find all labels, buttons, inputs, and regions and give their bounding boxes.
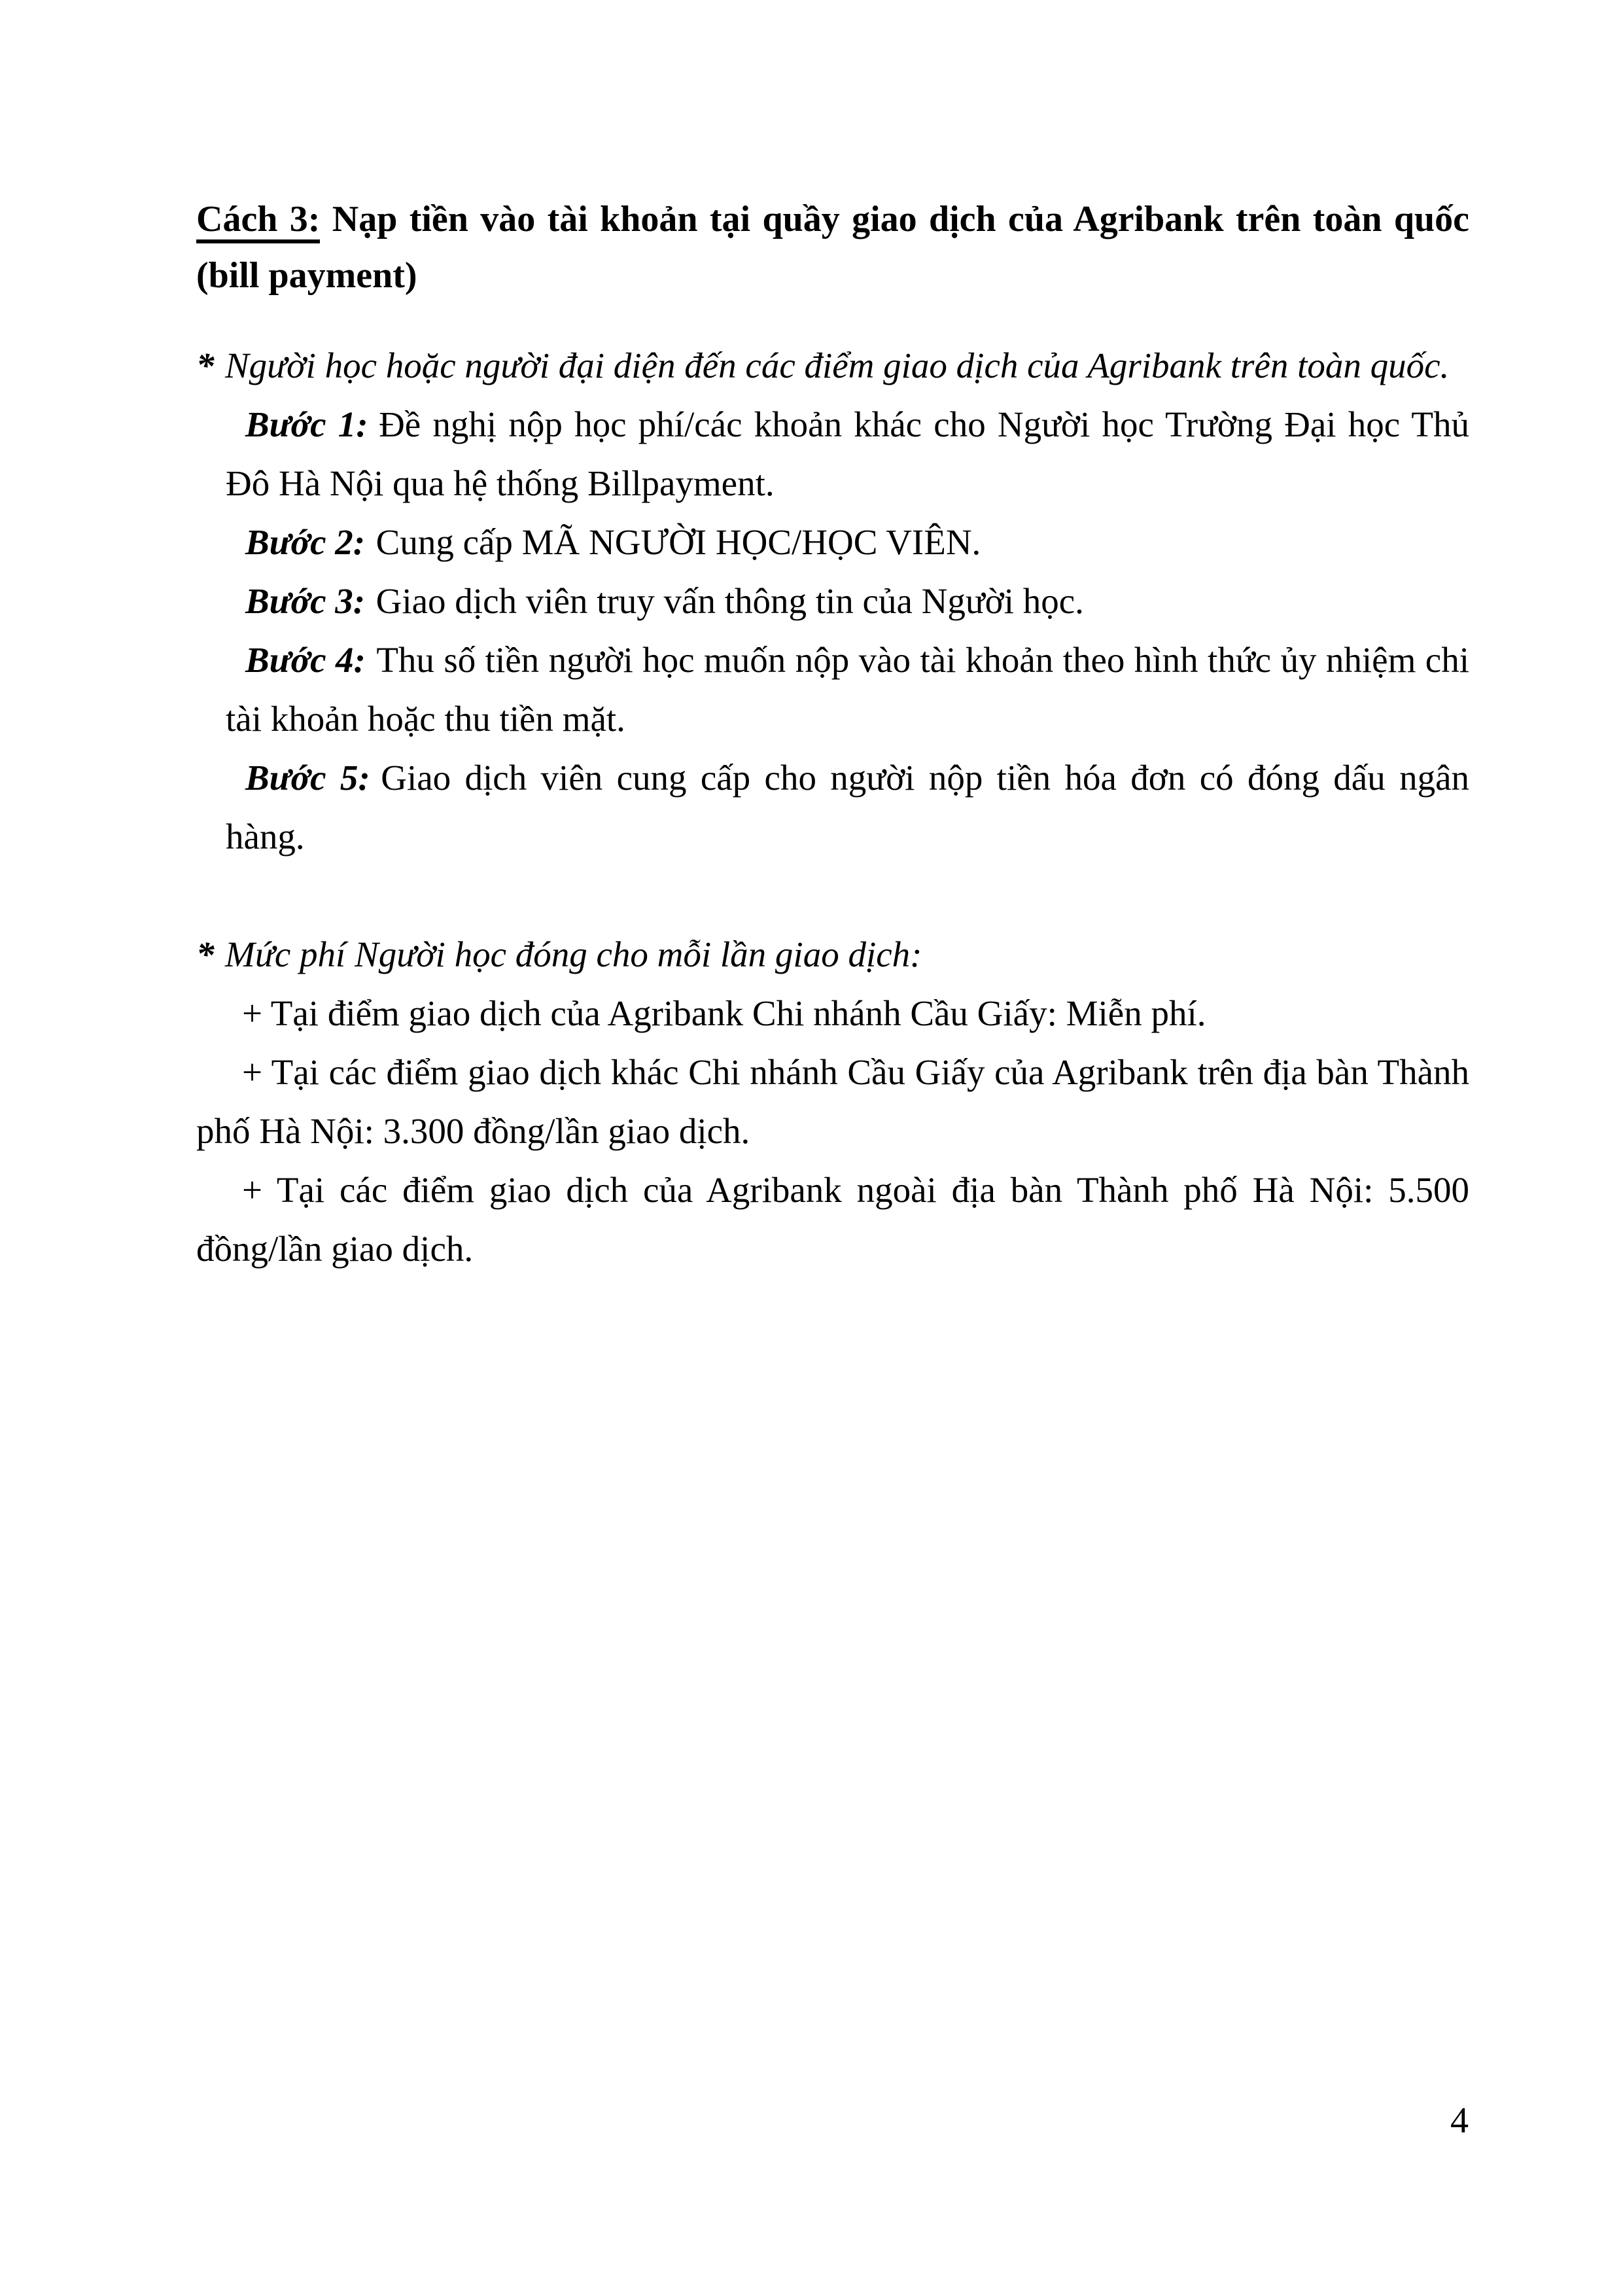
step-item xyxy=(226,395,1469,513)
fee-item: + Tại các điểm giao dịch khác Chi nhánh Cầu Giấy của Agribank trên địa bàn Thành phố Hà Nội: 3.300 đồng/lần giao dịch. xyxy=(196,1052,1469,1151)
fees-heading xyxy=(196,925,1469,984)
title-method-label: Cách 3: xyxy=(196,199,320,243)
fee-item: + Tại điểm giao dịch của Agribank Chi nhánh Cầu Giấy: Miễn phí. xyxy=(242,993,1206,1033)
step-label: Bước 2: xyxy=(245,522,366,562)
fees-heading-text: Mức phí Người học đóng cho mỗi lần giao dịch: xyxy=(225,934,922,974)
intro-paragraph xyxy=(196,336,1469,395)
step-item xyxy=(226,513,1469,572)
intro-text: Người học hoặc người đại diện đến các điểm giao dịch của Agribank trên toàn quốc. xyxy=(225,345,1450,385)
fee-item: + Tại các điểm giao dịch của Agribank ngoài địa bàn Thành phố Hà Nội: 5.500 đồng/lần giao dịch. xyxy=(196,1170,1469,1269)
step-label: Bước 3: xyxy=(245,581,366,621)
step-label: Bước 1: xyxy=(245,404,368,444)
step-item xyxy=(226,749,1469,866)
asterisk-marker: * xyxy=(196,934,215,974)
step-label: Bước 5: xyxy=(245,758,370,798)
asterisk-marker: * xyxy=(196,345,215,385)
page-title xyxy=(196,191,1469,304)
step-text: Giao dịch viên truy vấn thông tin của Người học. xyxy=(375,581,1084,621)
step-text: Cung cấp MÃ NGƯỜI HỌC/HỌC VIÊN. xyxy=(375,522,981,562)
title-text: Nạp tiền vào tài khoản tại quầy giao dịch của Agribank trên toàn quốc (bill payment) xyxy=(196,199,1469,296)
step-label: Bước 4: xyxy=(245,640,366,680)
step-text: Thu số tiền người học muốn nộp vào tài khoản theo hình thức ủy nhiệm chi tài khoản hoặc thu tiền mặt. xyxy=(226,640,1469,739)
step-item xyxy=(226,572,1469,631)
page-number: 4 xyxy=(1450,2100,1469,2141)
step-item xyxy=(226,631,1469,749)
steps-section xyxy=(226,395,1469,866)
step-text: Giao dịch viên cung cấp cho người nộp tiền hóa đơn có đóng dấu ngân hàng. xyxy=(226,758,1469,857)
step-text: Đề nghị nộp học phí/các khoản khác cho Người học Trường Đại học Thủ Đô Hà Nội qua hệ thống Billpayment. xyxy=(226,404,1469,503)
